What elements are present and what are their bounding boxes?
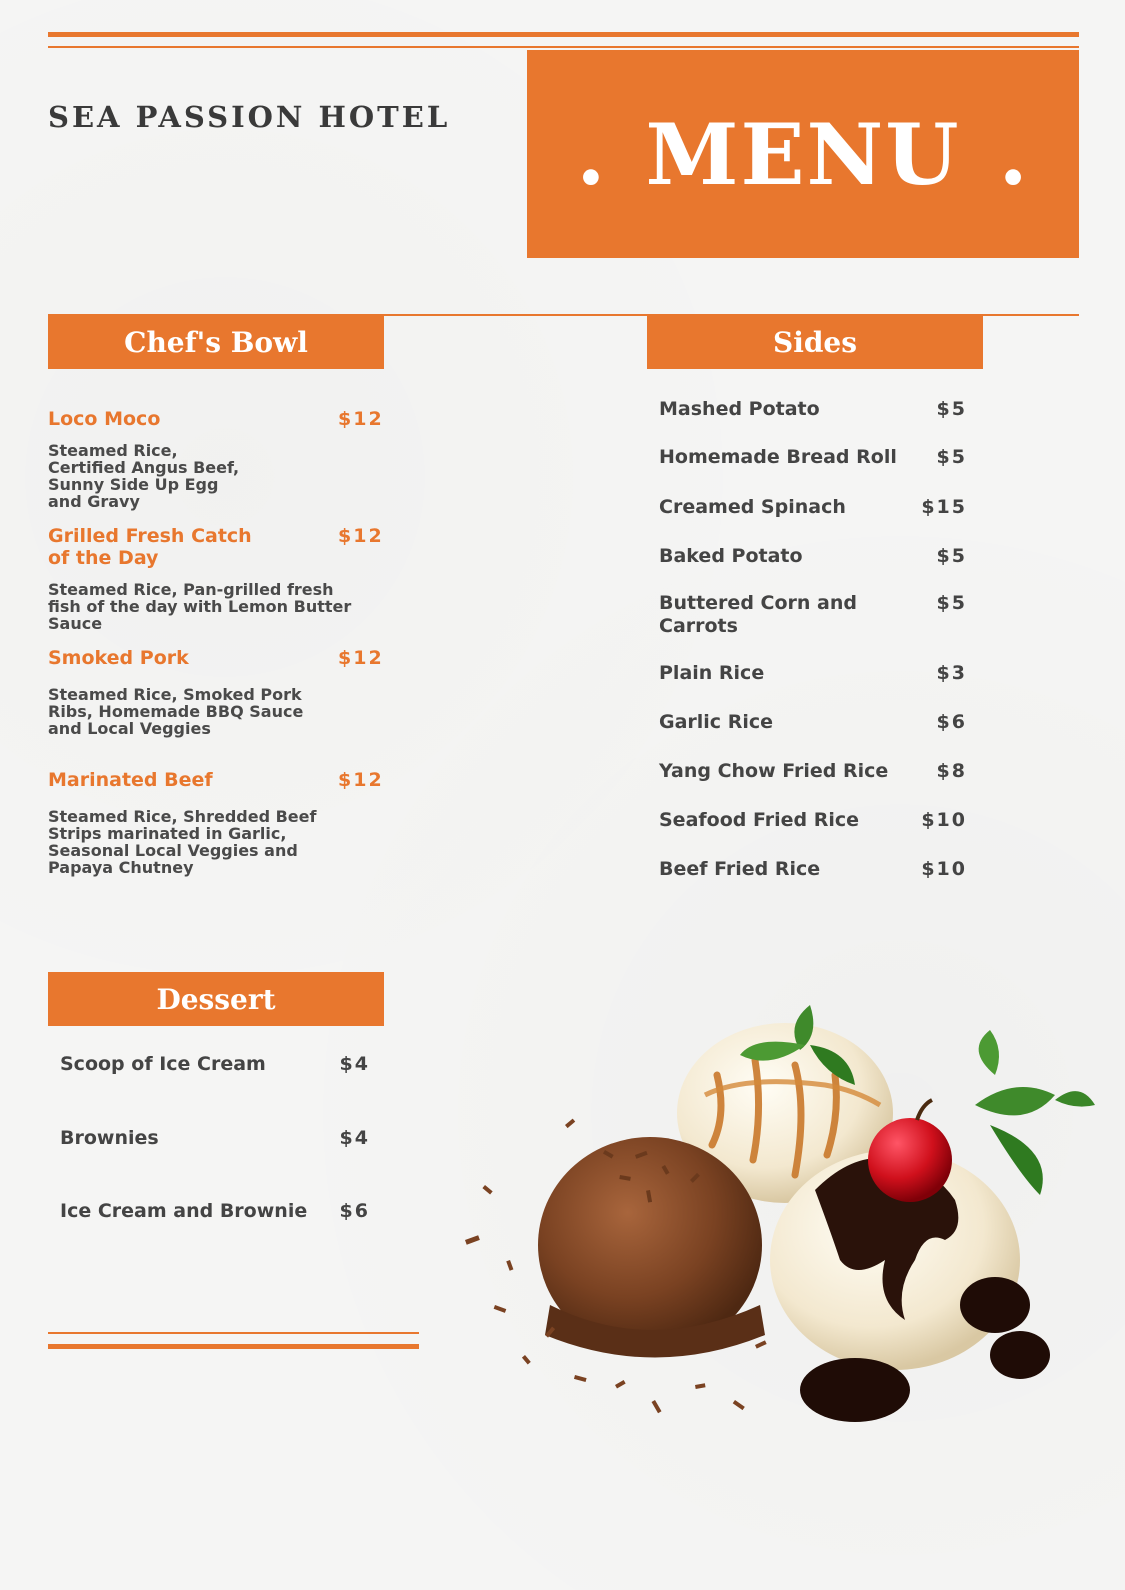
- sides-item-name: Creamed Spinach: [659, 496, 846, 518]
- dessert-item-name: Scoop of Ice Cream: [60, 1053, 266, 1075]
- banner-dot-right: .: [998, 104, 1030, 204]
- sides-item-price: $15: [921, 496, 967, 518]
- chefs-bowl-item-desc: Steamed Rice, Shredded Beef Strips marinated in Garlic, Seasonal Local Veggies and Papaya Chutney: [48, 807, 317, 877]
- chefs-bowl-item-desc: Steamed Rice, Certified Angus Beef, Sunny Side Up Egg and Gravy: [48, 441, 240, 511]
- sides-header: Sides: [647, 316, 983, 369]
- bottom-rule-thick: [48, 1344, 419, 1349]
- mint-leaf-right: [975, 1030, 1095, 1195]
- dessert-item-price: $4: [339, 1053, 370, 1075]
- top-rule-thick: [48, 32, 1079, 37]
- sides-item-price: $10: [921, 858, 967, 880]
- sides-item-price: $6: [936, 711, 967, 733]
- sides-item-price: $5: [936, 446, 967, 468]
- dessert-item-price: $4: [339, 1127, 370, 1149]
- bottom-rule-thin: [48, 1332, 419, 1334]
- sides-item-name: Mashed Potato: [659, 398, 820, 420]
- sides-item-name: Garlic Rice: [659, 711, 773, 733]
- hotel-name: SEA PASSION HOTEL: [48, 100, 451, 134]
- dessert-header: Dessert: [48, 972, 384, 1026]
- sides-item-name: Beef Fried Rice: [659, 858, 821, 880]
- chefs-bowl-item-name: Loco Moco: [48, 408, 161, 430]
- chefs-bowl-item-name: Grilled Fresh Catch of the Day: [48, 525, 252, 569]
- chefs-bowl-item-name: Marinated Beef: [48, 769, 213, 791]
- dessert-item-price: $6: [339, 1200, 370, 1222]
- dessert-item-name: Brownies: [60, 1127, 159, 1149]
- ice-cream-illustration: [455, 1005, 1105, 1445]
- chefs-bowl-item-price: $12: [338, 769, 384, 791]
- sides-item-name: Baked Potato: [659, 545, 803, 567]
- sides-item-price: $5: [936, 398, 967, 420]
- sides-item-name: Seafood Fried Rice: [659, 809, 860, 831]
- sides-item-price: $3: [936, 662, 967, 684]
- sides-item-price: $5: [936, 545, 967, 567]
- sides-item-name: Homemade Bread Roll: [659, 446, 897, 468]
- chefs-bowl-item-desc: Steamed Rice, Pan-grilled fresh fish of the day with Lemon Butter Sauce: [48, 580, 352, 633]
- chefs-bowl-item-name: Smoked Pork: [48, 647, 189, 669]
- chefs-bowl-item-desc: Steamed Rice, Smoked Pork Ribs, Homemade BBQ Sauce and Local Veggies: [48, 685, 304, 738]
- top-rule-thin: [48, 46, 1079, 48]
- chefs-bowl-item-price: $12: [338, 408, 384, 430]
- menu-banner: [527, 50, 1079, 258]
- menu-title: MENU: [645, 104, 961, 204]
- chefs-bowl-header: Chef's Bowl: [48, 316, 384, 369]
- chefs-bowl-item-price: $12: [338, 647, 384, 669]
- sides-item-price: $5: [936, 592, 967, 614]
- banner-dot-left: .: [576, 104, 608, 204]
- sides-item-price: $8: [936, 760, 967, 782]
- dessert-item-name: Ice Cream and Brownie: [60, 1200, 308, 1222]
- sides-item-price: $10: [921, 809, 967, 831]
- sides-item-name: Plain Rice: [659, 662, 765, 684]
- chefs-bowl-item-price: $12: [338, 525, 384, 547]
- sides-item-name: Yang Chow Fried Rice: [659, 760, 889, 782]
- sides-item-name: Buttered Corn and Carrots: [659, 592, 857, 637]
